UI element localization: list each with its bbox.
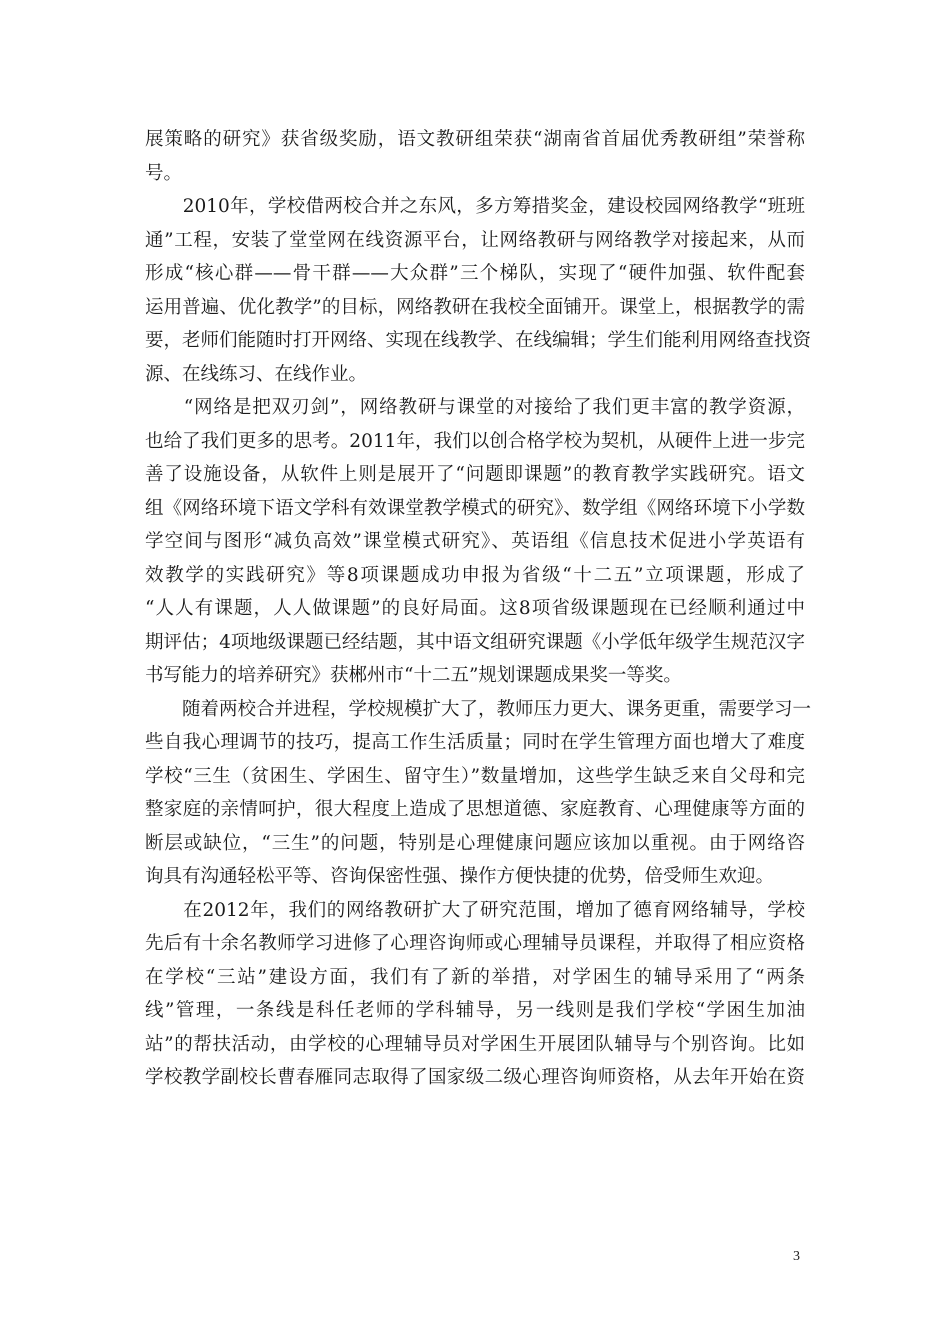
text-line: 随着两校合并进程，学校规模扩大了，教师压力更大、课务更重，需要学习一 [145,698,812,720]
text-line: 通”工程，安装了堂堂网在线资源平台，让网络教研与网络教学对接起来，从而 [145,229,805,251]
text-line: 也给了我们更多的思考。2011年，我们以创合格学校为契机，从硬件上进一步完 [145,430,805,452]
text-line: 2010年，学校借两校合并之东风，多方筹措奖金，建设校园网络教学“班班 [145,196,805,217]
text-line: 先后有十余名教师学习进修了心理咨询师或心理辅导员课程，并取得了相应资格 [145,933,805,954]
text-line: 断层或缺位，“三生”的问题，特别是心理健康问题应该加以重视。由于网络咨 [145,832,805,854]
text-line: 线”管理，一条线是科任老师的学科辅导，另一线则是我们学校“学困生加油 [145,1000,805,1021]
text-line: 学空间与图形“减负高效”课堂模式研究》、英语组《信息技术促进小学英语有 [145,531,805,552]
text-line: 源、在线练习、在线作业。 [145,363,368,385]
text-line: “网络是把双刃剑”，网络教研与课堂的对接给了我们更丰富的教学资源， [145,397,805,418]
text-line: 要，老师们能随时打开网络、实现在线教学、在线编辑；学生们能利用网络查找资 [145,330,812,351]
text-line: 形成“核心群——骨干群——大众群”三个梯队，实现了“硬件加强、软件配套 [145,263,805,284]
text-line: 效教学的实践研究》等8项课题成功申报为省级“十二五”立项课题，形成了 [145,564,805,586]
text-line: 站”的帮扶活动，由学校的心理辅导员对学困生开展团队辅导与个别咨询。比如 [145,1033,805,1055]
text-line: 学校“三生（贫困生、学困生、留守生）”数量增加，这些学生缺乏来自父母和完 [145,765,805,787]
text-line: 整家庭的亲情呵护，很大程度上造成了思想道德、家庭教育、心理健康等方面的 [145,799,805,820]
text-line: 期评估；4项地级课题已经结题，其中语文组研究课题《小学低年级学生规范汉字 [145,631,805,653]
text-line: 号。 [145,162,183,184]
page-number: 3 [793,1249,800,1264]
text-line: 在学校“三站”建设方面，我们有了新的举措，对学困生的辅导采用了“两条 [145,966,805,988]
text-line: “人人有课题，人人做课题”的良好局面。这8项省级课题现在已经顺利通过中 [145,598,805,619]
text-line: 组《网络环境下语文学科有效课堂教学模式的研究》、数学组《网络环境下小学数 [145,497,805,519]
text-line: 学校教学副校长曹春雁同志取得了国家级二级心理咨询师资格，从去年开始在资 [145,1067,805,1088]
text-line: 善了设施设备，从软件上则是展开了“问题即课题”的教育教学实践研究。语文 [145,464,805,485]
document-body [145,123,812,1095]
text-line: 询具有沟通轻松平等、咨询保密性强、操作方便快捷的优势，倍受师生欢迎。 [145,866,775,887]
text-line: 书写能力的培养研究》获郴州市“十二五”规划课题成果奖一等奖。 [145,665,682,686]
text-line: 在2012年，我们的网络教研扩大了研究范围，增加了德育网络辅导，学校 [145,899,805,921]
text-line: 展策略的研究》获省级奖励，语文教研组荣获“湖南省首届优秀教研组”荣誉称 [145,129,805,150]
text-line: 运用普遍、优化教学”的目标，网络教研在我校全面铺开。课堂上，根据教学的需 [145,296,805,318]
text-line: 些自我心理调节的技巧，提高工作生活质量；同时在学生管理方面也增大了难度 [145,732,805,753]
